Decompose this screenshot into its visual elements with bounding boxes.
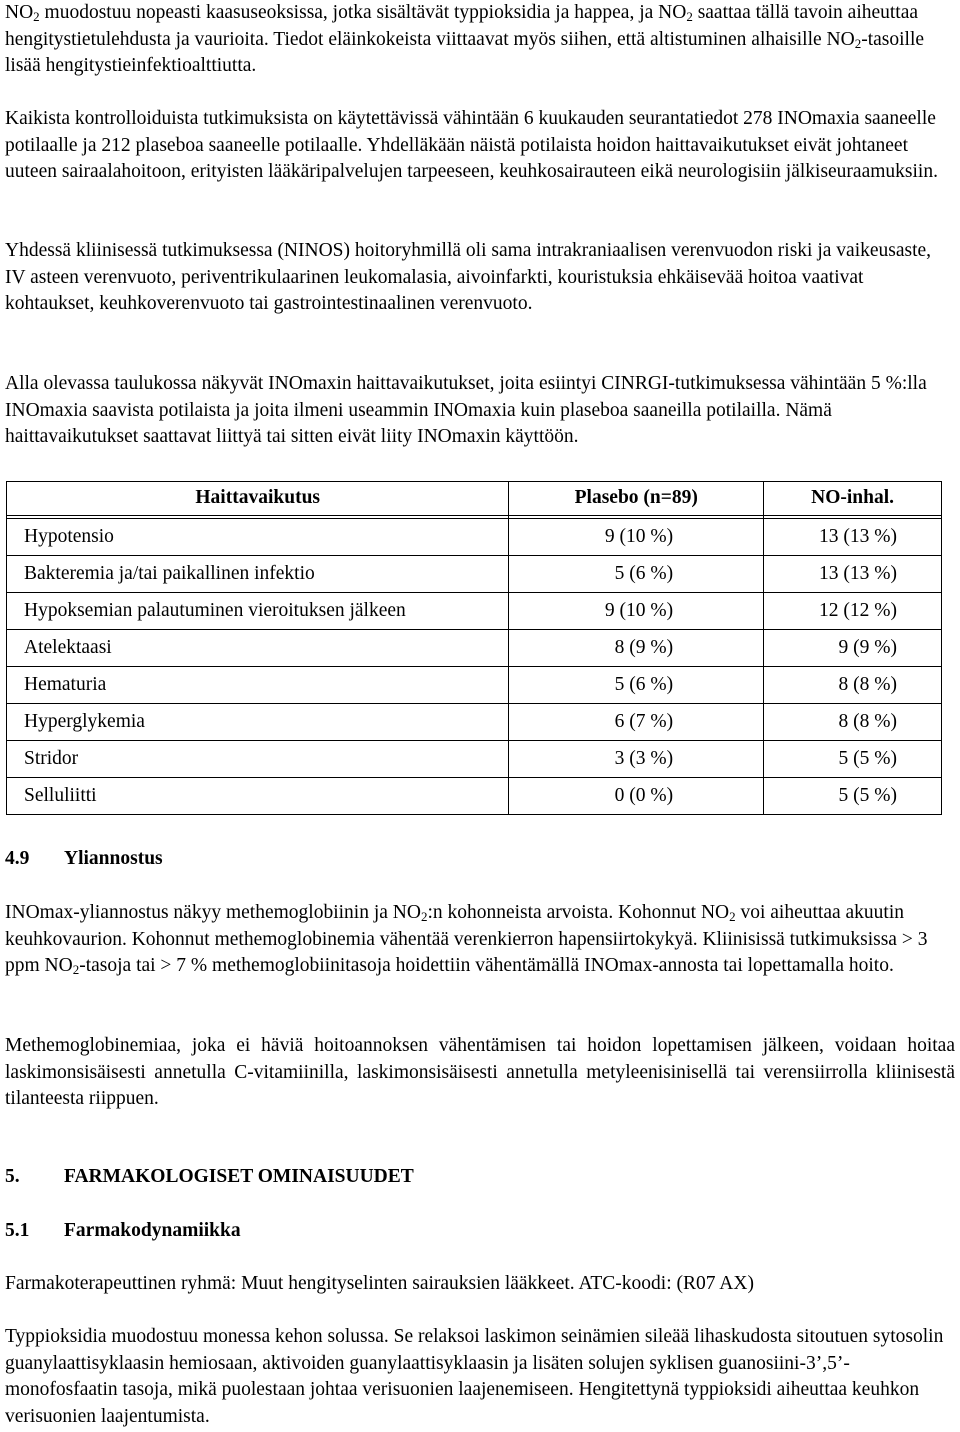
table-header-row	[7, 482, 942, 516]
text-run: muodostuu nopeasti kaasuseoksissa, jotka sisältävät typpioksidia ja happea, ja NO	[39, 2, 687, 23]
section-number: 5.	[5, 1166, 20, 1187]
cell-placebo: 3 (3 %)	[509, 741, 764, 778]
cell-placebo: 9 (10 %)	[509, 593, 764, 630]
cell-no-inhal: 13 (13 %)	[764, 556, 942, 593]
text-run: -tasoja tai > 7 % methemoglobiinitasoja hoidettiin vähentämällä INOmax-annosta tai lopettamalla hoito.	[79, 955, 894, 976]
paragraph-methemoglobinemia: Methemoglobinemiaa, joka ei häviä hoitoannoksen vähentämisen tai hoidon lopettamisen jälkeen, voidaan hoitaa laskimonsisäisesti annetulla C-vitamiinilla, laskimonsisäisesti annetulla metyleenisinisellä tai verensiirrolla kliinisestä tilanteesta riippuen.	[5, 1035, 955, 1109]
table-row	[7, 704, 942, 741]
text-run: INOmax-yliannostus näkyy methemoglobiinin ja NO	[5, 902, 421, 923]
text-run: -tasoille lisää hengitystieinfektioalttiutta.	[5, 28, 925, 76]
cell-no-inhal: 12 (12 %)	[764, 593, 942, 630]
text-run: voi aiheuttaa akuutin keuhkovaurion. Kohonnut methemoglobinemia vähentää verenkierron hapensiirtokykyä. Kliinisissä tutkimuksissa > 3 ppm NO	[5, 902, 928, 976]
section-number: 4.9	[5, 848, 30, 869]
cell-effect: Hematuria	[7, 667, 509, 704]
subscript: 2	[72, 962, 80, 977]
paragraph-ninos: Yhdessä kliinisessä tutkimuksessa (NINOS) hoitoryhmillä oli sama intrakraniaalisen verenvuodon riski ja vaikeusaste, IV asteen verenvuoto, periventrikulaarinen leukomalasia, aivoinfarkti, kouristuksia ehkäisevää hoitoa vaativat kohtaukset, keuhkoverenvuoto tai gastrointestinaalinen verenvuoto.	[5, 240, 932, 314]
cell-placebo: 5 (6 %)	[509, 667, 764, 704]
subscript: 2	[854, 35, 862, 51]
subscript: 2	[33, 9, 40, 24]
cell-placebo: 8 (9 %)	[509, 630, 764, 667]
section-number: 5.1	[5, 1220, 30, 1241]
paragraph-atc-code: Farmakoterapeuttinen ryhmä: Muut hengityselinten sairauksien lääkkeet. ATC-koodi: (R07 AX)	[5, 1273, 754, 1294]
cell-no-inhal: 5 (5 %)	[764, 778, 942, 815]
table-row	[7, 667, 942, 704]
section-title: Yliannostus	[64, 848, 163, 869]
cell-effect: Hypoksemian palautuminen vieroituksen jälkeen	[7, 593, 509, 630]
section-heading-5	[5, 1164, 414, 1191]
section-title: Farmakodynamiikka	[64, 1220, 241, 1241]
cell-effect: Hyperglykemia	[7, 704, 509, 741]
paragraph-no2-formation	[5, 0, 955, 80]
text-run: NO	[5, 2, 34, 23]
cell-no-inhal: 8 (8 %)	[764, 667, 942, 704]
cell-effect: Atelektaasi	[7, 630, 509, 667]
subscript: 2	[420, 909, 428, 924]
cell-effect: Selluliitti	[7, 778, 509, 815]
paragraph-mechanism: Typpioksidia muodostuu monessa kehon solussa. Se relaksoi laskimon seinämien sileää lihaskudosta sitoutuen sytosolin guanylaattisyklaasin hemiosaan, aktivoiden guanylaattisyklaasin ja lisäten solujen syklisen guanosiini-3’,5’-monofosfaatin tasoja, mikä puolestaan johtaa verisuonien laajenemiseen. Hengitettynä typpioksidi aiheuttaa keuhkon verisuonien laajentumista.	[5, 1326, 944, 1427]
table-row	[7, 593, 942, 630]
cell-no-inhal: 5 (5 %)	[764, 741, 942, 778]
cell-no-inhal: 9 (9 %)	[764, 630, 942, 667]
cell-placebo: 5 (6 %)	[509, 556, 764, 593]
adverse-effects-table	[6, 481, 942, 815]
table-row	[7, 778, 942, 815]
cell-placebo: 9 (10 %)	[509, 519, 764, 556]
paragraph-followup: Kaikista kontrolloiduista tutkimuksista on käytettävissä vähintään 6 kuukauden seurantatiedot 278 INOmaxia saaneelle potilaalle ja 212 plaseboa saaneelle potilaalle. Yhdelläkään näistä potilaista hoidon haittavaikutukset eivät johtaneet uuteen sairaalahoitoon, erityisten lääkäripalvelujen tarpeeseen, keuhkosairauteen eikä neurologisiin jälkiseuraamuksiin.	[5, 108, 938, 182]
paragraph-table-intro: Alla olevassa taulukossa näkyvät INOmaxin haittavaikutukset, joita esiintyi CINRGI-tutkimuksessa vähintään 5 %:lla INOmaxia saavista potilaista ja joita ilmeni useammin INOmaxia kuin plaseboa saaneilla potilailla. Nämä haittavaikutukset saattavat liittyä tai sitten eivät liity INOmaxin käyttöön.	[5, 373, 927, 447]
cell-effect: Hypotensio	[7, 519, 509, 556]
table-row	[7, 741, 942, 778]
paragraph-overdose	[5, 900, 955, 980]
text-run: saattaa tällä tavoin aiheuttaa hengitystietulehdusta ja vaurioita. Tiedot eläinkokeista viittaavat myös siihen, että altistuminen alhaisille NO	[5, 2, 919, 50]
subscript: 2	[729, 909, 736, 924]
subscript: 2	[686, 9, 693, 24]
table-row	[7, 519, 942, 556]
table-row	[7, 556, 942, 593]
section-heading-4-9	[5, 846, 163, 873]
column-header-no-inhal: NO-inhal.	[764, 482, 942, 516]
text-run: :n kohonneista arvoista. Kohonnut NO	[427, 902, 730, 923]
cell-placebo: 6 (7 %)	[509, 704, 764, 741]
table-row	[7, 630, 942, 667]
cell-no-inhal: 8 (8 %)	[764, 704, 942, 741]
cell-placebo: 0 (0 %)	[509, 778, 764, 815]
cell-effect: Bakteremia ja/tai paikallinen infektio	[7, 556, 509, 593]
section-heading-5-1	[5, 1218, 241, 1245]
cell-effect: Stridor	[7, 741, 509, 778]
column-header-effect: Haittavaikutus	[7, 482, 509, 516]
section-title: FARMAKOLOGISET OMINAISUUDET	[64, 1166, 414, 1187]
column-header-placebo: Plasebo (n=89)	[509, 482, 764, 516]
cell-no-inhal: 13 (13 %)	[764, 519, 942, 556]
